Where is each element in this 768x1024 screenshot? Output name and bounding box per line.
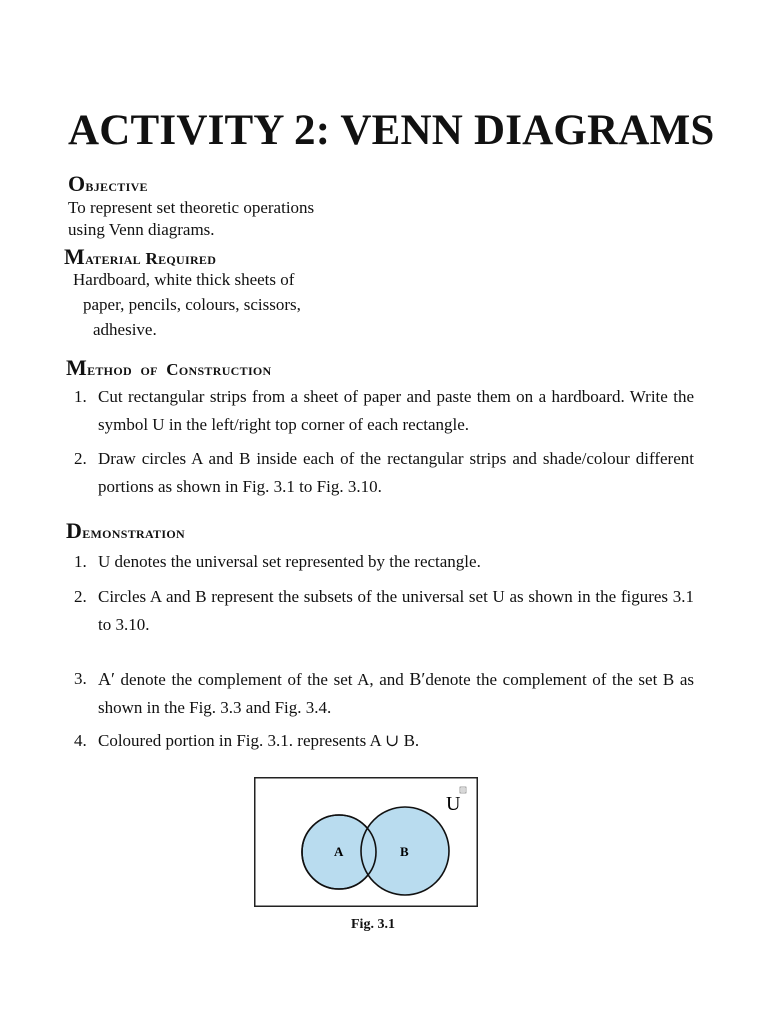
demonstration-text-part-2: denote the complement of the set B as shown in the Fig. 3.3 and Fig. 3.4. [98,670,694,717]
demonstration-item-number: 1. [74,552,87,571]
objective-line-1: To represent set theoretic operations [68,198,315,217]
method-item [74,445,694,501]
method-heading: Method of Construction [66,355,272,380]
demonstration-item-number: 2. [74,587,87,606]
demonstration-item [74,548,694,576]
demonstration-item-number: 3. [74,669,87,688]
circle-b-label: B [400,844,409,859]
objective-line-2: using Venn diagrams. [68,220,215,239]
demonstration-item [74,665,694,722]
figure-caption: Fig. 3.1 [351,917,395,932]
material-line-1: Hardboard, white thick sheets of [73,270,295,289]
method-item-text: Draw circles A and B inside each of the rectangular strips and shade/colour different portions as shown in Fig. 3.1 to Fig. 3.10. [98,449,694,496]
material-line-3: adhesive. [93,320,157,339]
demonstration-item [74,727,694,755]
method-item-text: Cut rectangular strips from a sheet of paper and paste them on a hardboard. Write the symbol U in the left/right top corner of each rectangle. [98,387,694,434]
method-item-number: 2. [74,449,87,468]
demonstration-item-text: Circles A and B represent the subsets of the universal set U as shown in the figures 3.1 to 3.10. [98,587,694,634]
demonstration-item [74,583,694,639]
material-heading: Material Required [64,244,217,269]
demonstration-text-part-1: denote the complement of the set A, and [114,670,410,689]
venn-diagram [254,777,478,907]
b-complement-symbol: B′ [409,669,426,689]
demonstration-item-text: Coloured portion in Fig. 3.1. represents A ∪ B. [98,731,420,750]
objective-heading: Objective [68,171,148,196]
page-title: ACTIVITY 2: VENN DIAGRAMS [68,107,715,154]
a-complement-symbol: A′ [98,669,115,689]
method-item-number: 1. [74,387,87,406]
material-line-2: paper, pencils, colours, scissors, [83,295,301,314]
universal-set-label: U [446,793,461,815]
demonstration-item-number: 4. [74,731,87,750]
demonstration-item-text [98,665,694,722]
circle-a-label: A [334,844,344,859]
demonstration-heading: Demonstration [66,518,185,543]
method-item [74,383,694,439]
corner-mark-icon [460,787,466,793]
demonstration-item-text: U denotes the universal set represented by the rectangle. [98,552,481,571]
